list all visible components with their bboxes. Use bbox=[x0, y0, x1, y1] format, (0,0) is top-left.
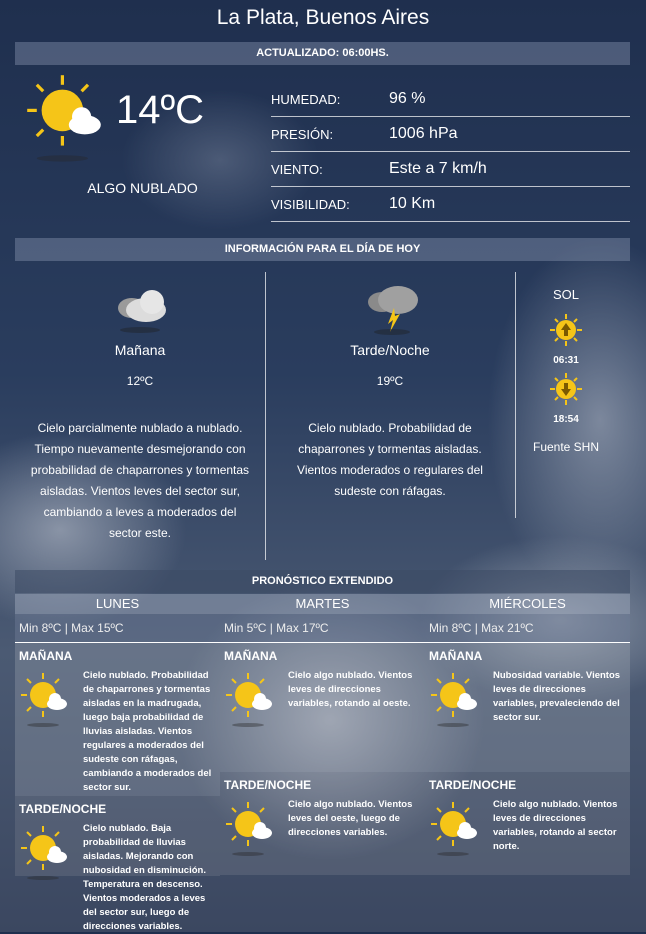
divider bbox=[265, 272, 266, 560]
morning-label: Mañana bbox=[114, 342, 166, 358]
day-minmax: Min 8ºC | Max 15ºC bbox=[15, 614, 220, 642]
forecast-text: Cielo nublado. Probabilidad de chaparrones y tormentas aisladas en la madrugada, luego baja probabilidad de lluvias aisladas. Vientos regulares a moderados del sudeste con ráfagas, cambiando a moderados del sector sur. bbox=[83, 670, 212, 793]
storm-cloud-icon bbox=[360, 280, 422, 336]
current-condition: ALGO NUBLADO bbox=[87, 180, 198, 196]
stat-label: HUMEDAD: bbox=[271, 91, 341, 107]
period-label: TARDE/NOCHE bbox=[224, 778, 312, 792]
sun-heading: SOL bbox=[552, 287, 579, 302]
sun-cloud-icon bbox=[429, 800, 481, 860]
forecast-morning bbox=[220, 643, 425, 772]
forecast-evening bbox=[220, 772, 425, 875]
stat-wind bbox=[271, 152, 630, 187]
sunrise-icon bbox=[549, 313, 583, 347]
sun-panel bbox=[516, 284, 616, 458]
evening-label: Tarde/Noche bbox=[350, 342, 430, 358]
day-header: LUNES bbox=[15, 594, 220, 614]
stat-value: 10 Km bbox=[389, 195, 436, 212]
sun-cloud-icon bbox=[19, 824, 71, 884]
morning-text: Cielo parcialmente nublado a nublado. Tiempo nuevamente desmejorando con probabilidad de chaparrones y tormentas aisladas. Vientos leves del sector sur, cambiando a leves a moderados del sector este. bbox=[30, 421, 250, 540]
sunset-time: 18:54 bbox=[553, 414, 579, 425]
period-label: TARDE/NOCHE bbox=[429, 778, 517, 792]
period-label: MAÑANA bbox=[19, 649, 73, 663]
forecast-text: Nubosidad variable. Vientos leves de direcciones variables, prevaleciendo del sector sur. bbox=[493, 670, 621, 723]
stat-humidity bbox=[271, 82, 630, 117]
sunrise-time: 06:31 bbox=[553, 355, 579, 366]
sun-cloud-icon bbox=[224, 800, 276, 860]
stat-label: VISIBILIDAD: bbox=[271, 196, 350, 212]
forecast-text: Cielo algo nublado. Vientos leves del oeste, luego de direcciones variables. bbox=[288, 799, 413, 838]
stat-label: VIENTO: bbox=[271, 161, 323, 177]
period-label: MAÑANA bbox=[429, 649, 483, 663]
sun-cloud-icon bbox=[19, 671, 71, 731]
morning-temp: 12ºC bbox=[126, 374, 154, 388]
today-evening bbox=[270, 340, 510, 502]
day-header: MARTES bbox=[220, 594, 425, 614]
evening-text: Cielo nublado. Probabilidad de chaparrones y tormentas aisladas. Vientos moderados o regulares del sudeste con ráfagas. bbox=[297, 421, 483, 498]
stat-label: PRESIÓN: bbox=[271, 126, 334, 142]
forecast-text: Cielo algo nublado. Vientos leves de direcciones variables, rotando al oeste. bbox=[288, 670, 413, 709]
extended-heading: PRONÓSTICO EXTENDIDO bbox=[15, 570, 630, 593]
cloudy-icon bbox=[108, 286, 170, 336]
sun-cloud-icon bbox=[24, 72, 106, 162]
divider bbox=[15, 642, 630, 643]
stat-value: 96 % bbox=[389, 90, 426, 107]
evening-temp: 19ºC bbox=[376, 374, 404, 388]
day-header: MIÉRCOLES bbox=[425, 594, 630, 614]
forecast-evening bbox=[15, 796, 220, 932]
today-heading: INFORMACIÓN PARA EL DÍA DE HOY bbox=[15, 238, 630, 261]
day-minmax: Min 8ºC | Max 21ºC bbox=[425, 614, 630, 642]
sun-cloud-icon bbox=[224, 671, 276, 731]
stat-value: Este a 7 km/h bbox=[389, 160, 487, 177]
stat-visibility bbox=[271, 187, 630, 222]
period-label: MAÑANA bbox=[224, 649, 278, 663]
page-title: La Plata, Buenos Aires bbox=[216, 6, 430, 29]
forecast-text: Cielo nublado. Baja probabilidad de lluvias aisladas. Mejorando con nubosidad en disminución. Temperatura en descenso. Vientos moderados a leves del sector sur, luego de direcciones variables. bbox=[83, 823, 206, 932]
forecast-morning bbox=[15, 643, 220, 796]
forecast-morning bbox=[425, 643, 630, 772]
sun-cloud-icon bbox=[429, 671, 481, 731]
sun-source: Fuente SHN bbox=[532, 440, 600, 454]
forecast-evening bbox=[425, 772, 630, 875]
current-temperature: 14ºC bbox=[116, 88, 204, 132]
period-label: TARDE/NOCHE bbox=[19, 802, 107, 816]
today-morning bbox=[15, 340, 265, 544]
forecast-text: Cielo algo nublado. Vientos leves de direcciones variables, rotando al sector norte. bbox=[493, 799, 618, 852]
stat-value: 1006 hPa bbox=[389, 125, 458, 142]
day-minmax: Min 5ºC | Max 17ºC bbox=[220, 614, 425, 642]
stat-pressure bbox=[271, 117, 630, 152]
updated-bar: ACTUALIZADO: 06:00HS. bbox=[15, 42, 630, 65]
sunset-icon bbox=[549, 372, 583, 406]
